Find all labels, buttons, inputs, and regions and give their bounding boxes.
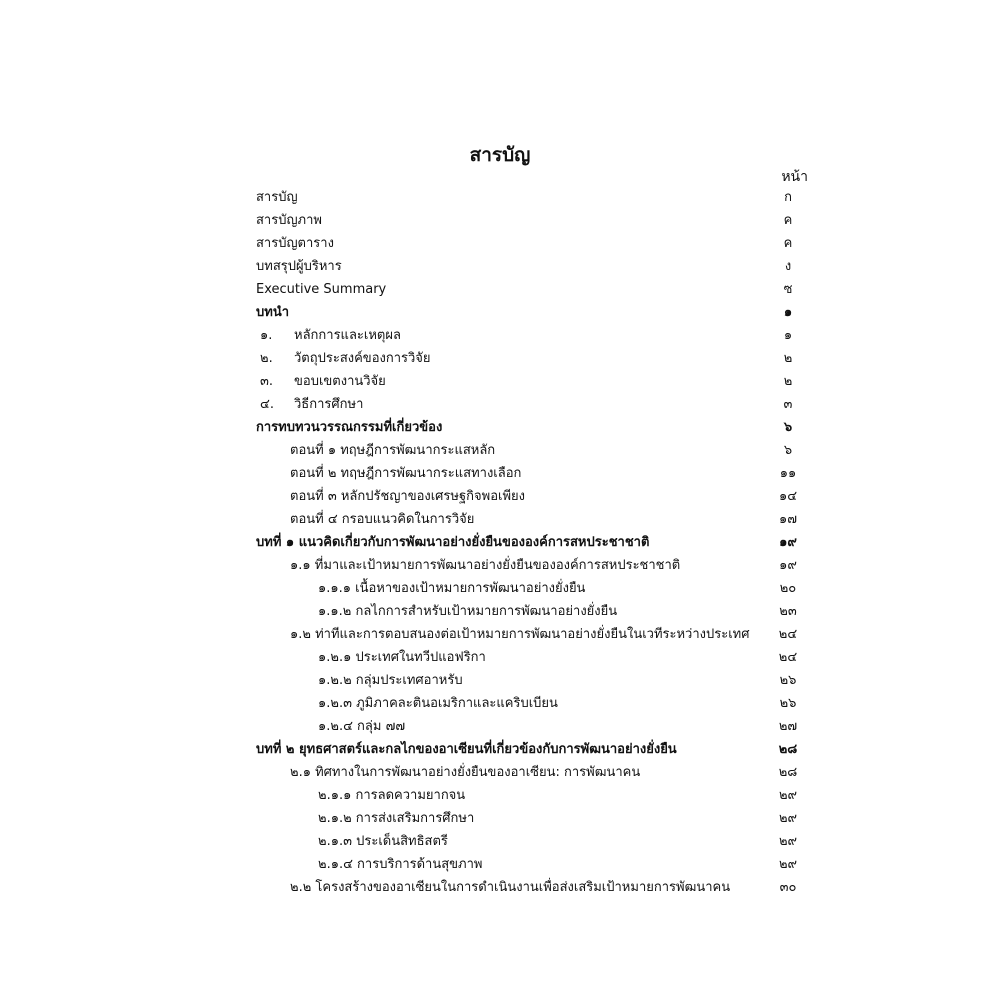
toc-entry-page: ๑๙ (779, 558, 797, 573)
toc-entry-subsection (256, 715, 808, 738)
toc-entry-page: ๒๐ (779, 581, 797, 596)
toc-entry-label: ๑.๒.๓ ภูมิภาคละตินอเมริกาและแคริบเบียน (318, 696, 558, 711)
table-of-contents (256, 186, 808, 899)
toc-entry-label: ๑.๒.๑ ประเทศในทวีปแอฟริกา (318, 650, 486, 665)
toc-entry-section (256, 876, 808, 899)
toc-entry-label: ๒.๒ โครงสร้างของอาเซียนในการดำเนินงานเพื่อส่งเสริมเป้าหมายการพัฒนาคน (290, 880, 731, 895)
toc-entry-page: ๒๙ (778, 788, 798, 803)
toc-entry-page: ๒๖ (779, 673, 797, 688)
toc-entry-label: ๒.๑.๔ การบริการด้านสุขภาพ (318, 857, 483, 872)
toc-entry-label: ขอบเขตงานวิจัย (294, 374, 386, 389)
toc-entry-front-matter (256, 232, 808, 255)
toc-entry-intro (256, 393, 808, 416)
toc-entry-label: วัตถุประสงค์ของการวิจัย (294, 351, 431, 366)
toc-entry-page: ๑ (783, 328, 793, 343)
toc-heading-chapter-1 (256, 531, 808, 554)
toc-entry-page: ก (784, 190, 792, 205)
toc-entry-number: ๔. (260, 397, 274, 412)
toc-entry-page: ค (783, 236, 793, 251)
toc-heading-page: ๑๙ (779, 535, 797, 550)
toc-entry-label: ๑.๒.๒ กลุ่มประเทศอาหรับ (318, 673, 463, 688)
toc-entry-page: ๒๙ (778, 834, 798, 849)
toc-entry-page: ๒๗ (778, 719, 798, 734)
toc-entry-review (256, 462, 808, 485)
toc-entry-label: ๒.๑.๓ ประเด็นสิทธิสตรี (318, 834, 448, 849)
toc-entry-page: ๖ (783, 443, 793, 458)
toc-heading-label: บทที่ ๑ แนวคิดเกี่ยวกับการพัฒนาอย่างยั่งยืนขององค์การสหประชาชาติ (256, 535, 650, 550)
toc-entry-label: สารบัญ (256, 190, 298, 205)
page-title: สารบัญ (469, 144, 531, 166)
toc-entry-page: ๑๑ (779, 466, 797, 481)
toc-entry-page: ๒๙ (778, 857, 798, 872)
toc-entry-page: ง (784, 259, 792, 274)
toc-entry-intro (256, 370, 808, 393)
toc-entry-subsection (256, 692, 808, 715)
toc-entry-page: ๒ (783, 351, 793, 366)
toc-heading-page: ๑ (783, 305, 793, 320)
toc-entry-front-matter (256, 278, 808, 301)
toc-entry-label: ตอนที่ ๑ ทฤษฎีการพัฒนากระแสหลัก (290, 443, 496, 458)
toc-entry-page: ๒๔ (778, 650, 798, 665)
toc-entry-page: ๓ (783, 397, 793, 412)
toc-entry-label: ๒.๑ ทิศทางในการพัฒนาอย่างยั่งยืนของอาเซียน: การพัฒนาคน (290, 765, 641, 780)
toc-entry-label: Executive Summary (256, 282, 387, 297)
toc-entry-review (256, 508, 808, 531)
toc-entry-subsection (256, 646, 808, 669)
toc-entry-intro (256, 324, 808, 347)
toc-heading-page: ๖ (783, 420, 793, 435)
toc-entry-number: ๑. (260, 328, 273, 343)
toc-entry-review (256, 485, 808, 508)
toc-entry-label: สารบัญภาพ (256, 213, 322, 228)
toc-entry-label: ตอนที่ ๔ กรอบแนวคิดในการวิจัย (290, 512, 475, 527)
toc-entry-page: ๒๔ (778, 627, 798, 642)
toc-heading-label: การทบทวนวรรณกรรมที่เกี่ยวข้อง (256, 420, 443, 435)
toc-entry-front-matter (256, 186, 808, 209)
toc-entry-label: ๑.๑.๑ เนื้อหาของเป้าหมายการพัฒนาอย่างยั่งยืน (318, 581, 586, 596)
toc-entry-label: ๑.๒ ท่าทีและการตอบสนองต่อเป้าหมายการพัฒนาอย่างยั่งยืนในเวทีระหว่างประเทศ (290, 627, 750, 642)
toc-entry-page: ๒๙ (778, 811, 798, 826)
toc-entry-page: ๒๓ (779, 604, 797, 619)
toc-entry-subsection (256, 669, 808, 692)
toc-entry-section (256, 623, 808, 646)
toc-heading-chapter-2 (256, 738, 808, 761)
toc-entry-page: ๑๗ (778, 512, 798, 527)
toc-entry-front-matter (256, 209, 808, 232)
toc-entry-page: ๒๖ (779, 696, 797, 711)
toc-entry-number: ๓. (260, 374, 274, 389)
toc-entry-page: ๒ (783, 374, 793, 389)
toc-entry-label: ๒.๑.๒ การส่งเสริมการศึกษา (318, 811, 475, 826)
toc-entry-subsection (256, 830, 808, 853)
toc-entry-section (256, 554, 808, 577)
toc-heading-label: บทนำ (256, 305, 290, 320)
toc-heading-intro (256, 301, 808, 324)
toc-entry-label: บทสรุปผู้บริหาร (256, 259, 342, 274)
toc-entry-label: วิธีการศึกษา (294, 397, 364, 412)
toc-entry-number: ๒. (260, 351, 273, 366)
toc-heading-review (256, 416, 808, 439)
toc-entry-page: ๑๔ (778, 489, 798, 504)
toc-entry-label: ๑.๒.๔ กลุ่ม ๗๗ (318, 719, 406, 734)
toc-entry-label: ๑.๑ ที่มาและเป้าหมายการพัฒนาอย่างยั่งยืนขององค์การสหประชาชาติ (290, 558, 681, 573)
toc-entry-label: สารบัญตาราง (256, 236, 334, 251)
toc-entry-subsection (256, 600, 808, 623)
page-column-header: หน้า (781, 169, 808, 185)
toc-entry-subsection (256, 577, 808, 600)
toc-entry-label: หลักการและเหตุผล (294, 328, 401, 343)
toc-heading-page: ๒๘ (778, 742, 798, 757)
toc-entry-review (256, 439, 808, 462)
toc-entry-label: ๒.๑.๑ การลดความยากจน (318, 788, 466, 803)
toc-heading-label: บทที่ ๒ ยุทธศาสตร์และกลไกของอาเซียนที่เกี่ยวข้องกับการพัฒนาอย่างยั่งยืน (256, 742, 677, 757)
toc-entry-front-matter (256, 255, 808, 278)
toc-entry-subsection (256, 784, 808, 807)
toc-entry-section (256, 761, 808, 784)
toc-entry-page: ๓๐ (779, 880, 797, 895)
toc-entry-label: ตอนที่ ๒ ทฤษฎีการพัฒนากระแสทางเลือก (290, 466, 522, 481)
toc-entry-subsection (256, 853, 808, 876)
toc-entry-page: ซ (783, 282, 793, 297)
toc-entry-subsection (256, 807, 808, 830)
toc-entry-page: ๒๘ (778, 765, 798, 780)
toc-entry-page: ค (783, 213, 793, 228)
toc-entry-intro (256, 347, 808, 370)
toc-entry-label: ตอนที่ ๓ หลักปรัชญาของเศรษฐกิจพอเพียง (290, 489, 526, 504)
toc-entry-label: ๑.๑.๒ กลไกการสำหรับเป้าหมายการพัฒนาอย่างยั่งยืน (318, 604, 618, 619)
